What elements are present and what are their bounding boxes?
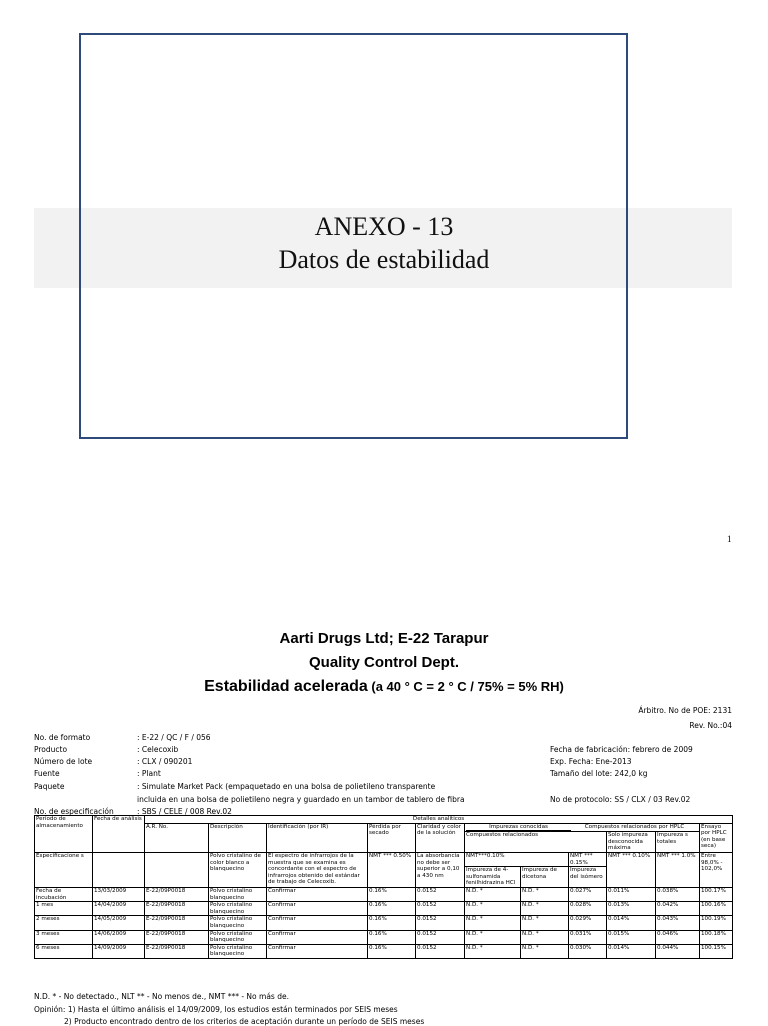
page-number: 1: [727, 534, 732, 544]
meta-product: [34, 745, 178, 754]
header-desc: Descripción: [209, 823, 267, 852]
table-cell: 0.0152: [416, 887, 465, 901]
table-cell: 0.042%: [656, 902, 700, 916]
table-cell: 0.046%: [656, 930, 700, 944]
table-cell: 0.16%: [368, 944, 416, 958]
meta-source: [34, 769, 161, 778]
meta-format-value: : E-22 / QC / F / 056: [137, 733, 211, 742]
table-cell: 14/05/2009: [93, 916, 145, 930]
table-cell: 0.0152: [416, 930, 465, 944]
table-cell: N.D. *: [521, 944, 569, 958]
meta-mfg-date: Fecha de fabricación: febrero de 2009: [550, 745, 693, 754]
table-cell: Polvo cristalino blanquecino: [209, 944, 267, 958]
header-period: Período de almacenamiento: [35, 816, 93, 853]
study-conditions: (a 40 ° C = 2 ° C / 75% = 5% RH): [367, 679, 564, 694]
table-cell: 0.038%: [656, 887, 700, 901]
meta-lot-label: Número de lote: [34, 757, 93, 766]
meta-spec-label: No. de especificación: [34, 807, 114, 816]
header-known: Impurezas conocidas: [466, 824, 571, 832]
spec-total: NMT *** 1.0%: [656, 852, 700, 887]
table-row: [35, 902, 733, 916]
table-cell: E-22/09P0018: [145, 944, 209, 958]
header-total: Impureza s totales: [656, 832, 700, 853]
table-cell: 0.029%: [569, 916, 607, 930]
meta-batch-size: Tamaño del lote: 242,0 kg: [550, 769, 648, 778]
table-cell: 0.015%: [607, 930, 656, 944]
meta-spec-value: : SBS / CELE / 008 Rev.02: [137, 807, 232, 816]
meta-product-value: : Celecoxib: [137, 745, 179, 754]
header-imp-c: Impureza del isómero: [569, 867, 607, 888]
spec-label: Especificacione s: [35, 852, 93, 887]
table-row: [35, 930, 733, 944]
table-cell: Confirmar: [267, 916, 368, 930]
footer-legend: N.D. * - No detectado., NLT ** - No menos de., NMT *** - No más de.: [34, 992, 289, 1001]
table-cell: N.D. *: [521, 916, 569, 930]
table-cell: 0.16%: [368, 930, 416, 944]
header-related: [465, 823, 700, 832]
table-cell: Confirmar: [267, 930, 368, 944]
table-cell: 0.044%: [656, 944, 700, 958]
table-header-row: [35, 816, 733, 824]
table-cell: 0.030%: [569, 944, 607, 958]
table-cell: 0.013%: [607, 902, 656, 916]
table-cell: 0.014%: [607, 944, 656, 958]
meta-package-value-2: incluida en una bolsa de polietileno negra y guardado en un tambor de tablero de fibra: [137, 795, 465, 804]
table-cell: Confirmar: [267, 944, 368, 958]
spec-assay: Entre 98,0% - 102,0%: [700, 852, 733, 887]
table-cell: 0.0152: [416, 902, 465, 916]
header-date: Fecha de análisis: [93, 816, 145, 853]
header-related-title: Compuestos relacionados por HPLC: [584, 823, 685, 830]
table-cell: 100.18%: [700, 930, 733, 944]
spec-single: NMT *** 0.10%: [607, 852, 656, 887]
meta-package: [34, 782, 435, 791]
spec-desc: Polvo cristalino de color blanco a blanquecino: [209, 852, 267, 887]
header-details: Detalles analíticos: [145, 816, 733, 824]
spec-date: [93, 852, 145, 887]
table-cell: N.D. *: [521, 930, 569, 944]
table-cell: 14/04/2009: [93, 902, 145, 916]
table-cell: N.D. *: [521, 902, 569, 916]
table-cell: 13/03/2009: [93, 887, 145, 901]
spec-loss: NMT *** 0.50%: [368, 852, 416, 887]
table-cell: 0.027%: [569, 887, 607, 901]
table-cell: E-22/09P0018: [145, 916, 209, 930]
meta-source-label: Fuente: [34, 769, 60, 778]
spec-ident: El espectro de infrarrojos de la muestra que se examina es concordante con el espectro de infrarrojos obtenido del estándar de trabajo de Celecoxib.: [267, 852, 368, 887]
table-cell: 0.028%: [569, 902, 607, 916]
cover-title-line2: Datos de estabilidad: [278, 245, 490, 274]
table-body: [35, 887, 733, 958]
header-imp-a: Impureza de 4-sulfonamida fenilhidrazina HCl: [465, 867, 521, 888]
table-cell: 0.16%: [368, 916, 416, 930]
table-cell: 0.0152: [416, 944, 465, 958]
table-cell: 100.19%: [700, 916, 733, 930]
table-cell: N.D. *: [465, 916, 521, 930]
header-ar: A.R. No.: [145, 823, 209, 852]
cover-title-line1: ANEXO - 13: [314, 212, 454, 241]
header-related-wrap: [466, 824, 698, 832]
meta-format: [34, 733, 211, 742]
table-cell: N.D. *: [465, 902, 521, 916]
meta-lot-value: : CLX / 090201: [137, 757, 193, 766]
stability-table: [34, 815, 733, 959]
table-cell: 3 meses: [35, 930, 93, 944]
table-cell: 0.16%: [368, 902, 416, 916]
table-cell: 2 meses: [35, 916, 93, 930]
meta-exp-date: Exp. Fecha: Ene-2013: [550, 757, 632, 766]
meta-source-value: : Plant: [137, 769, 161, 778]
table-cell: N.D. *: [521, 887, 569, 901]
table-row: [35, 916, 733, 930]
study-title: [0, 678, 768, 696]
spec-nmt010: NMT***0.10%: [465, 852, 569, 866]
meta-format-label: No. de formato: [34, 733, 91, 742]
table-spec-row: [35, 852, 733, 866]
table-cell: Polvo cristalino blanquecino: [209, 916, 267, 930]
table-cell: Confirmar: [267, 887, 368, 901]
table-cell: 100.15%: [700, 944, 733, 958]
cover-title: [0, 210, 768, 276]
spec-ar: [145, 852, 209, 887]
header-assay: Ensayo por HPLC (en base seca): [700, 823, 733, 852]
study-title-text: Estabilidad acelerada: [204, 678, 368, 695]
table-cell: Polvo cristalino blanquecino: [209, 887, 267, 901]
revision-number: Rev. No.:04: [689, 721, 732, 730]
table-cell: E-22/09P0018: [145, 930, 209, 944]
table-cell: 14/06/2009: [93, 930, 145, 944]
meta-package-label: Paquete: [34, 782, 65, 791]
spec-clarity: La absorbancia no debe ser superior a 0,10 a 430 nm: [416, 852, 465, 887]
meta-lot: [34, 757, 192, 766]
table-cell: 6 meses: [35, 944, 93, 958]
department-name: Quality Control Dept.: [309, 654, 459, 671]
table-cell: Polvo cristalino blanquecino: [209, 930, 267, 944]
header-related2: Compuestos relacionados: [465, 832, 607, 853]
header-imp-b: Impureza de dicetona: [521, 867, 569, 888]
sop-reference: Árbitro. No de POE: 2131: [638, 706, 732, 715]
table-row: [35, 944, 733, 958]
table-cell: 0.011%: [607, 887, 656, 901]
table-row: [35, 887, 733, 901]
table-cell: 100.17%: [700, 887, 733, 901]
table-cell: 0.043%: [656, 916, 700, 930]
footer-opinion-1: Opinión: 1) Hasta el último análisis el 14/09/2009, los estudios están terminados por SEIS meses: [34, 1005, 398, 1014]
header-clarity: Claridad y color de la solución: [416, 823, 465, 852]
table-cell: 0.031%: [569, 930, 607, 944]
table-cell: 14/09/2009: [93, 944, 145, 958]
table-cell: N.D. *: [465, 887, 521, 901]
table-cell: Polvo cristalino blanquecino: [209, 902, 267, 916]
table-cell: 0.014%: [607, 916, 656, 930]
footer-opinion-2: 2) Producto encontrado dentro de los criterios de aceptación durante un período de SEIS meses: [64, 1017, 425, 1026]
header-loss: Pérdida por secado: [368, 823, 416, 852]
table-cell: Confirmar: [267, 902, 368, 916]
table-cell: 0.0152: [416, 916, 465, 930]
table-cell: E-22/09P0018: [145, 902, 209, 916]
spec-nmt015: NMT *** 0.15%: [569, 852, 607, 866]
table-cell: Fecha de incubación: [35, 887, 93, 901]
header-single: Solo impureza desconocida máxima: [607, 832, 656, 853]
meta-protocol: No de protocolo: SS / CLX / 03 Rev.02: [550, 795, 691, 804]
table-cell: N.D. *: [465, 930, 521, 944]
table-cell: N.D. *: [465, 944, 521, 958]
company-name: Aarti Drugs Ltd; E-22 Tarapur: [279, 630, 489, 647]
header-ident: Identificación (por IR): [267, 823, 368, 852]
table-cell: 1 mes: [35, 902, 93, 916]
meta-package-value-1: : Simulate Market Pack (empaquetado en una bolsa de polietileno transparente: [137, 782, 436, 791]
meta-product-label: Producto: [34, 745, 68, 754]
table-cell: E-22/09P0018: [145, 887, 209, 901]
table-cell: 0.16%: [368, 887, 416, 901]
table-cell: 100.16%: [700, 902, 733, 916]
